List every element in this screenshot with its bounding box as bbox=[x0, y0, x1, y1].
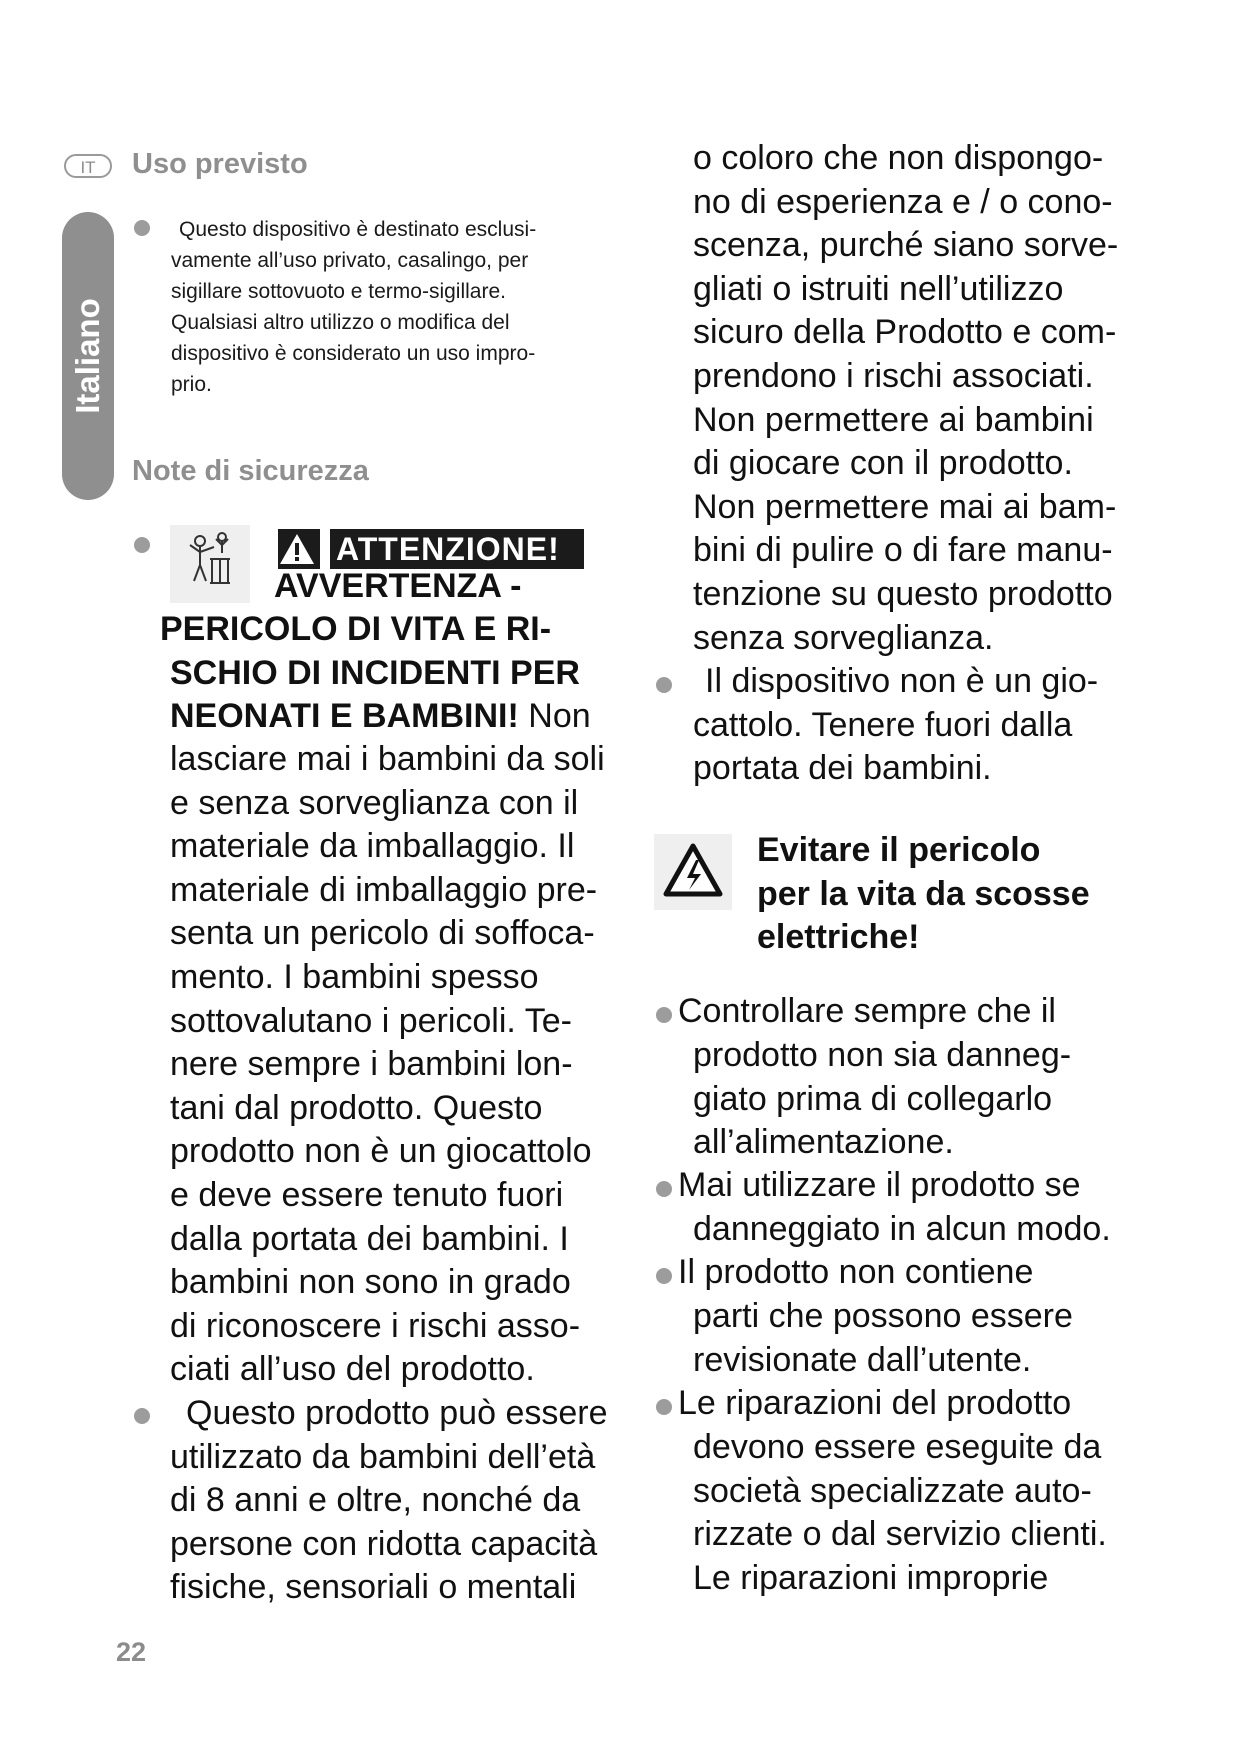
bullet bbox=[134, 220, 150, 236]
text-line: dispositivo è considerato un uso impro- bbox=[171, 342, 536, 365]
page-number: 22 bbox=[116, 1637, 147, 1667]
children-age-text bbox=[170, 1392, 608, 1610]
continuation-text bbox=[693, 137, 1118, 660]
text-line: Il dispositivo non è un gio- bbox=[705, 662, 1099, 700]
text-line: prendono i rischi associati. bbox=[693, 356, 1094, 395]
list-item-first-line: Controllare sempre che il bbox=[678, 992, 1056, 1030]
list-item-continuation bbox=[693, 1295, 1073, 1382]
list-item-continuation bbox=[693, 1034, 1071, 1165]
list-item-continuation bbox=[693, 1208, 1111, 1252]
text-line: cattolo. Tenere fuori dalla bbox=[693, 705, 1073, 744]
text-line: revisionate dall’utente. bbox=[693, 1340, 1032, 1379]
text-line: sigillare sottovuoto e termo-sigillare. bbox=[171, 280, 506, 303]
warning-title-text: SCHIO DI INCIDENTI PER bbox=[170, 654, 580, 692]
list-item-first-line: Mai utilizzare il prodotto se bbox=[678, 1166, 1081, 1204]
text-line: prodotto non è un giocattolo bbox=[170, 1132, 592, 1171]
text-line: e senza sorveglianza con il bbox=[170, 783, 579, 822]
text-line: di 8 anni e oltre, nonché da bbox=[170, 1481, 581, 1520]
text-line: bini di pulire o di fare manu- bbox=[693, 531, 1113, 570]
text-line: fisiche, sensoriali o mentali bbox=[170, 1568, 577, 1607]
text-line: materiale da imballaggio. Il bbox=[170, 827, 575, 866]
text-line: di riconoscere i rischi asso- bbox=[170, 1306, 581, 1345]
child-hazard-icon bbox=[170, 525, 250, 603]
text-line: tani dal prodotto. Questo bbox=[170, 1088, 543, 1127]
text-line: dalla portata dei bambini. I bbox=[170, 1219, 569, 1258]
text-line: prodotto non sia danneg- bbox=[693, 1036, 1072, 1074]
text-line: devono essere eseguite da bbox=[693, 1428, 1102, 1466]
text-line: e deve essere tenuto fuori bbox=[170, 1175, 564, 1214]
electric-heading bbox=[757, 829, 1090, 960]
text-line: gliati o istruiti nell’utilizzo bbox=[693, 269, 1064, 308]
text-line: Evitare il pericolo bbox=[757, 831, 1041, 869]
attention-label bbox=[278, 529, 584, 569]
text-line: elettriche! bbox=[757, 918, 920, 957]
text-line: per la vita da scosse bbox=[757, 874, 1090, 913]
text-line: portata dei bambini. bbox=[693, 749, 992, 788]
bullet bbox=[134, 1408, 150, 1424]
text-line: danneggiato in alcun modo. bbox=[693, 1210, 1111, 1248]
text-line: senta un pericolo di soffoca- bbox=[170, 914, 595, 953]
text-line: di giocare con il prodotto. bbox=[693, 444, 1073, 483]
text-line: persone con ridotta capacità bbox=[170, 1524, 598, 1563]
bullet bbox=[656, 1268, 672, 1284]
warning-title-line: AVVERTENZA - bbox=[274, 567, 522, 605]
bullet bbox=[134, 537, 150, 553]
text-line: prio. bbox=[171, 373, 212, 396]
text-line: Le riparazioni improprie bbox=[693, 1558, 1049, 1597]
list-item-first-line: Le riparazioni del prodotto bbox=[678, 1384, 1072, 1422]
warning-title-text: NEONATI E BAMBINI! bbox=[170, 697, 519, 735]
bullet bbox=[656, 1181, 672, 1197]
text-line: sicuro della Prodotto e com- bbox=[693, 313, 1117, 352]
warning-body bbox=[170, 738, 605, 1392]
text-line: Questo prodotto può essere bbox=[186, 1394, 608, 1432]
side-tab-label: Italiano bbox=[69, 298, 106, 414]
bullet bbox=[656, 677, 672, 693]
text-line: tenzione su questo prodotto bbox=[693, 574, 1113, 613]
list-item-continuation bbox=[693, 1426, 1107, 1600]
heading-intended-use: Uso previsto bbox=[132, 148, 308, 180]
text-line: vamente all’uso privato, casalingo, per bbox=[171, 249, 529, 272]
text-line: società specializzate auto- bbox=[693, 1471, 1092, 1510]
warning-title-line bbox=[170, 652, 580, 696]
text-line: no di esperienza e / o cono- bbox=[693, 182, 1113, 221]
text-line: Non permettere mai ai bam- bbox=[693, 487, 1117, 526]
warning-title-line: PERICOLO DI VITA E RI- bbox=[160, 610, 552, 648]
text-line: ciati all’uso del prodotto. bbox=[170, 1350, 535, 1389]
language-side-tab bbox=[62, 212, 114, 500]
text-line: scenza, purché siano sorve- bbox=[693, 226, 1119, 265]
bullet bbox=[656, 1007, 672, 1023]
warning-title-line bbox=[170, 695, 591, 739]
list-item-first-line: Il prodotto non contiene bbox=[678, 1253, 1034, 1291]
text-line: nere sempre i bambini lon- bbox=[170, 1045, 573, 1084]
heading-safety-notes: Note di sicurezza bbox=[132, 455, 369, 487]
text-line: Qualsiasi altro utilizzo o modifica del bbox=[171, 311, 510, 334]
text-line: materiale di imballaggio pre- bbox=[170, 870, 598, 909]
warning-triangle-icon bbox=[278, 532, 316, 566]
text-line: sottovalutano i pericoli. Te- bbox=[170, 1001, 572, 1040]
text-line: bambini non sono in grado bbox=[170, 1263, 571, 1302]
warning-inline-text: Non bbox=[518, 697, 591, 735]
text-line: rizzate o dal servizio clienti. bbox=[693, 1515, 1107, 1554]
text-line: Questo dispositivo è destinato esclusi- bbox=[179, 218, 537, 241]
text-line: all’alimentazione. bbox=[693, 1123, 954, 1162]
text-line: utilizzato da bambini dell’età bbox=[170, 1437, 596, 1476]
text-line: senza sorveglianza. bbox=[693, 618, 994, 657]
toy-text bbox=[693, 660, 1098, 791]
text-line: lasciare mai i bambini da soli bbox=[170, 740, 605, 778]
bullet bbox=[656, 1399, 672, 1415]
text-line: Non permettere ai bambini bbox=[693, 400, 1094, 439]
language-badge: IT bbox=[64, 154, 112, 178]
text-line: o coloro che non dispongo- bbox=[693, 139, 1104, 177]
text-line: mento. I bambini spesso bbox=[170, 957, 539, 996]
text-line: parti che possono essere bbox=[693, 1297, 1073, 1335]
attention-text: ATTENZIONE! bbox=[336, 531, 560, 567]
intended-use-text bbox=[171, 214, 536, 400]
text-line: giato prima di collegarlo bbox=[693, 1079, 1053, 1118]
electric-hazard-icon bbox=[654, 834, 732, 910]
